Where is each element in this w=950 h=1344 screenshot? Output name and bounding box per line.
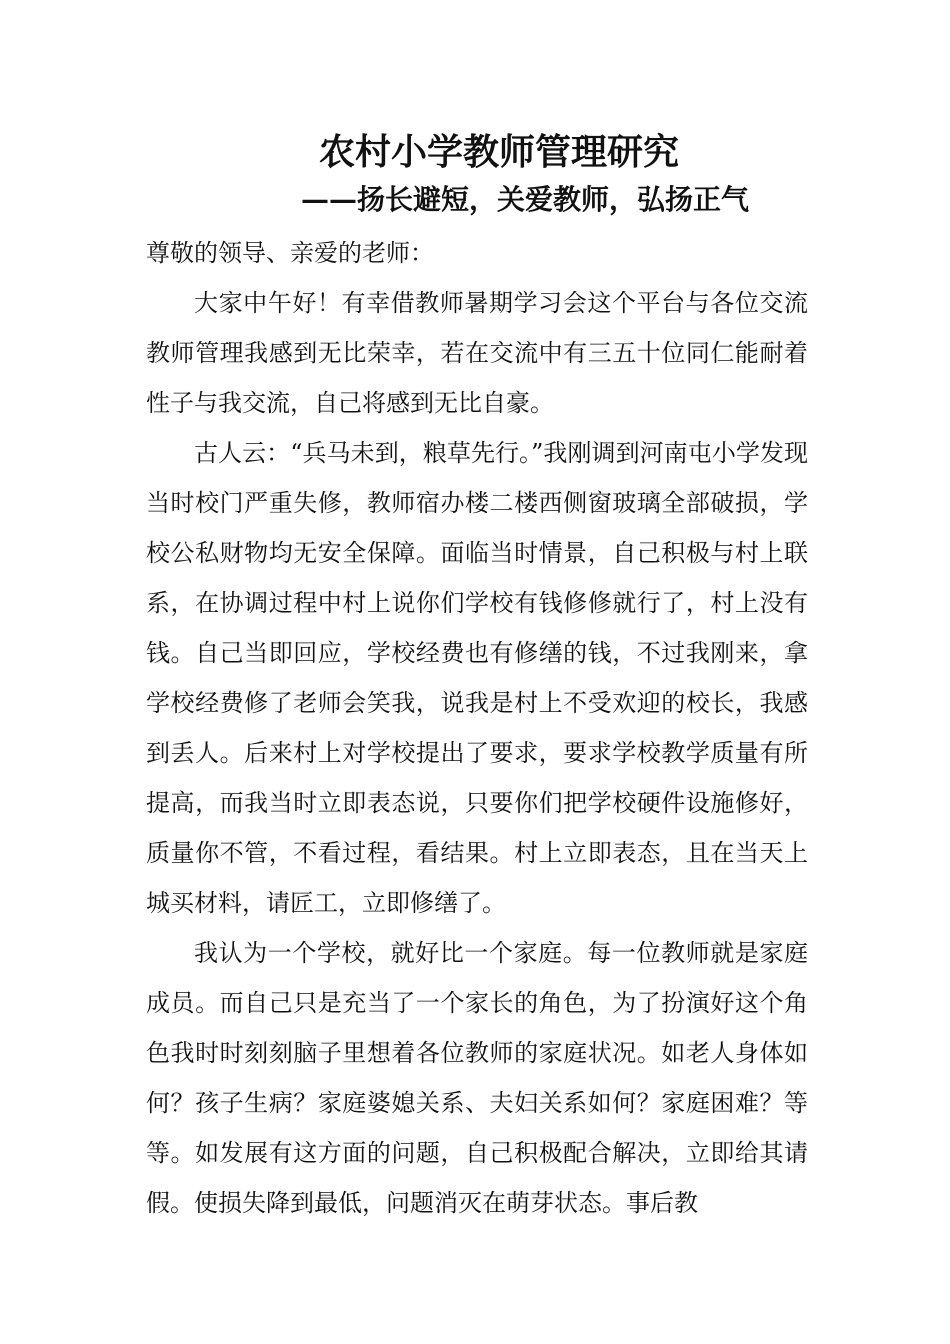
document-body	[146, 228, 808, 1228]
paragraph-3: 我认为一个学校，就好比一个家庭。每一位教师就是家庭成员。而自己只是充当了一个家长的角色，为了扮演好这个角色我时时刻刻脑子里想着各位教师的家庭状况。如老人身体如何？孩子生病？家庭婆媳关系、夫妇关系如何？家庭困难？等等。如发展有这方面的问题，自己积极配合解决，立即给其请假。使损失降到最低，问题消灭在萌芽状态。事后教	[146, 939, 808, 1217]
document-title: 农村小学教师管理研究	[318, 131, 679, 173]
document-subtitle: ——扬长避短，关爱教师，弘扬正气	[300, 183, 749, 216]
paragraph-2: 古人云：“兵马未到，粮草先行。”我刚调到河南屯小学发现当时校门严重失修，教师宿办楼二楼西侧窗玻璃全部破损，学校公私财物均无安全保障。面临当时情景，自己积极与村上联系，在协调过程中村上说你们学校有钱修修就行了，村上没有钱。自己当即回应，学校经费也有修缮的钱，不过我刚来，拿学校经费修了老师会笑我，说我是村上不受欢迎的校长，我感到丢人。后来村上对学校提出了要求，要求学校教学质量有所提高，而我当时立即表态说，只要你们把学校硬件设施修好，质量你不管，不看过程，看结果。村上立即表态，且在当天上城买材料，请匠工，立即修缮了。	[146, 439, 808, 917]
salutation: 尊敬的领导、亲爱的老师：	[146, 239, 434, 267]
paragraph-1: 大家中午好！有幸借教师暑期学习会这个平台与各位交流教师管理我感到无比荣幸，若在交流中有三五十位同仁能耐着性子与我交流，自己将感到无比自豪。	[146, 289, 808, 417]
